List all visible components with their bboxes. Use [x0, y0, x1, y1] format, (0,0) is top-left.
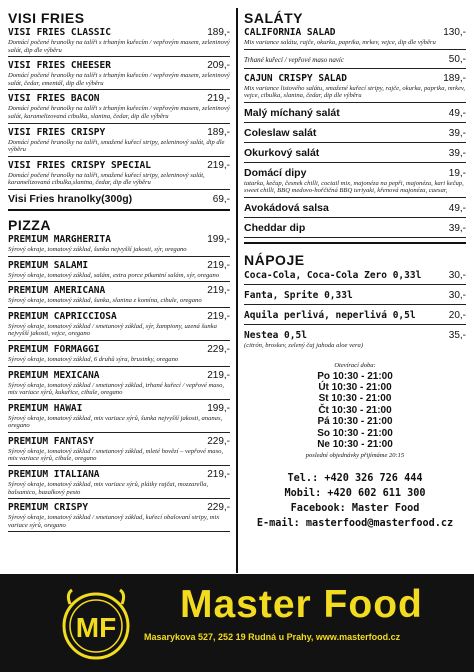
menu-item-row [8, 469, 230, 481]
item-divider [244, 142, 466, 143]
menu-item-row [8, 27, 230, 39]
menu-item-description: Sýrový okraje, tomatový základ, salám, extra porce pikantní salám, sýr, oregano [8, 271, 220, 279]
address-line: Masarykova 527, 252 19 Rudná u Prahy, www.masterfood.cz [144, 632, 401, 642]
menu-item-row [8, 160, 230, 172]
menu-item [244, 27, 466, 50]
menu-item-description: Domácí počené hranolky na talíři s trhaným kuřecím / vepřovým masem, zeleninový salát, karamelizovaná cibulka, slanina, čedar, dip dle výběru [8, 105, 230, 120]
item-divider [8, 123, 230, 124]
menu-item [244, 107, 466, 123]
menu-item-name: VISI FRIES CHEESER [8, 60, 111, 72]
item-divider [244, 237, 466, 238]
menu-item-row [8, 344, 230, 356]
opening-hours-title: Otevírací doba: [334, 361, 376, 369]
menu-item-price: 219,- [207, 285, 230, 297]
menu-item-row [244, 330, 466, 342]
item-divider [8, 89, 230, 90]
menu-item-name: PREMIUM CRISPY [8, 502, 89, 514]
menu-item [244, 330, 466, 350]
menu-item-name: VISI FRIES CRISPY SPECIAL [8, 159, 151, 171]
menu-item [8, 311, 230, 341]
menu-item-description: Sýrový okraje, tomatový základ / smetanový základ, kuřecí obalovaní stripy, mix variace sýrů, oregano [8, 514, 220, 529]
menu-item [244, 310, 466, 325]
menu-item-price: 219,- [207, 469, 230, 481]
menu-item-description: Sýrový okraje, tomatový základ, mix variace sýrů, šunka nejvyšší jakosti, ananas, oregano [8, 414, 223, 430]
menu-item-description: Domácí počené hranolky na talíři, smažené kuřecí stripy, zeleninový salát, karamelizovaná cibulka,slanina, čedar, dip dle výběru [8, 171, 205, 187]
menu-item-price: 49,- [448, 107, 466, 119]
menu-item-description: Domácí počené hranolky na talíři s trhaným kuřecím / vepřovým masem, zeleninový salát, čedar, ementál, dip dle výběru [8, 72, 230, 87]
item-divider [244, 304, 466, 305]
item-divider [8, 156, 230, 157]
menu-item-name: Fanta, Sprite 0,33l [244, 289, 353, 301]
menu-item-description: tatarka, kečup, česnek chilli, coctail mix, majonéza na pepři, majonéza, kari kečup, sweet chilli, BBQ medovo-hořčičná BBQ teriyaki, křenová majonéza, caesar, [244, 179, 464, 195]
item-divider [244, 68, 466, 69]
menu-item-name: PREMIUM FORMAGGI [8, 343, 100, 355]
item-divider [244, 197, 466, 198]
menu-item-price: 189,- [443, 72, 466, 84]
section-heading-pizza: PIZZA [8, 216, 51, 233]
menu-item-description: Sýrový okraje, tomatový základ / smetanový základ, mleté hovězí – vepřové maso, mix variace sýrů, cibule, oregano [8, 447, 224, 463]
menu-item-name: Cheddar dip [244, 221, 306, 234]
menu-item-price: 199,- [207, 402, 230, 414]
email-link[interactable]: E-mail: masterfood@masterfood.cz [256, 518, 454, 530]
menu-item-description: Mix variance listového salátu, smažené kuřecí stripy, rajče, okurka, paprika, mrkev, vejce, cibulka, slanina, čedar, dip dle výběru [244, 84, 466, 100]
pizza-list [8, 234, 230, 533]
menu-item-name: Coca-Cola, Coca-Cola Zero 0,33l [244, 269, 422, 281]
menu-item-description: Sýrový okraje, tomatový základ / smetanový základ, sýr, žampiony, uzená šunka nejvyšší jakosti, vejce, oregano [8, 322, 217, 338]
menu-item-price: 35,- [448, 329, 466, 341]
menu-item [8, 60, 230, 90]
menu-item-row [244, 27, 466, 39]
menu-item-name: PREMIUM SALAMI [8, 259, 89, 271]
opening-hours-day: Čt 10:30 - 21:00 [318, 404, 392, 416]
menu-item-price: 199,- [207, 233, 230, 245]
drink-list [244, 270, 466, 350]
menu-item-price: 189,- [207, 27, 230, 38]
item-divider [8, 531, 230, 532]
section-heading-fries: VISI FRIES [8, 10, 85, 26]
menu-item-name: Okurkový salát [244, 146, 320, 159]
menu-item-row [8, 127, 230, 139]
menu-item [8, 370, 230, 400]
menu-item [244, 270, 466, 285]
facebook-link[interactable]: Facebook: Master Food [290, 503, 420, 515]
menu-item-name: Aquila perlivá, neperlivá 0,5l [244, 309, 416, 321]
menu-item-row [244, 167, 466, 180]
left-column [8, 0, 230, 532]
menu-item-row [244, 222, 466, 235]
item-divider [8, 256, 230, 257]
opening-hours-day: Pá 10:30 - 21:00 [317, 416, 393, 428]
menu-item [8, 260, 230, 283]
menu-item-description: Sýrový okraje, tomatový základ / smetanový základ, trhané kuřecí / vepřové maso, mix variace sýrů, kukuřice, cibule, oregano [8, 381, 225, 397]
menu-item-name: Domácí dipy [244, 166, 307, 179]
item-divider [244, 217, 466, 218]
item-divider [244, 102, 466, 103]
menu-item-row [8, 93, 230, 105]
menu-item [8, 160, 230, 190]
item-divider [8, 189, 230, 190]
menu-item-price: 219,- [207, 310, 230, 322]
menu-item-price: 39,- [448, 147, 466, 159]
menu-item [8, 93, 230, 123]
menu-item-description: (citrón, broskev, zelený čaj jahoda aloe vera) [244, 341, 364, 349]
menu-item-row [244, 290, 466, 302]
phone-mobil: Mobil: +420 602 611 300 [284, 488, 426, 500]
menu-item [244, 127, 466, 143]
item-divider [8, 498, 230, 499]
footer-banner [0, 574, 474, 672]
menu-item-row [8, 60, 230, 72]
brand-name: Master Food [180, 583, 423, 626]
menu-item-description: Sýrový okraje, tomatový základ, mix variace sýrů, plátky rajčat, mozzarella, balsamico, bazalkový pesto [8, 481, 209, 496]
menu-item-name: PREMIUM MEXICANA [8, 369, 100, 381]
menu-item-row [8, 502, 230, 514]
item-divider [8, 281, 230, 282]
opening-hours-day: St 10:30 - 21:00 [318, 393, 392, 405]
menu-item-price: 189,- [207, 126, 230, 138]
item-divider [8, 366, 230, 367]
menu-item-name: PREMIUM ITALIANA [8, 469, 100, 481]
menu-item-price: 229,- [207, 502, 230, 514]
menu-item [244, 167, 466, 198]
menu-item-price: 219,- [207, 159, 230, 171]
svg-text:MF: MF [75, 612, 117, 643]
menu-item [8, 502, 230, 532]
menu-item [8, 27, 230, 57]
opening-hours-day: Út 10:30 - 21:00 [318, 381, 392, 393]
section-heading-drinks: NÁPOJE [244, 251, 305, 268]
last-order-note: poslední objednávky přijímáme 20:15 [305, 452, 405, 460]
menu-item-name: CAJUN CRISPY SALAD [244, 72, 347, 84]
menu-item [244, 222, 466, 238]
item-divider [244, 324, 466, 325]
menu-item-description: Sýrový okraje, tomatový základ, šunka nejvyšší jakosti, sýr, oregano [8, 245, 187, 253]
menu-item-name: Visi Fries hranolky(300g) [8, 192, 133, 205]
menu-item-price: 19,- [448, 167, 466, 179]
section-heading-salads: SALÁTY [244, 10, 303, 26]
menu-item-name: PREMIUM AMERICANA [8, 285, 106, 297]
menu-item-name: Coleslaw salát [244, 126, 317, 139]
item-divider [8, 465, 230, 466]
item-divider [8, 340, 230, 341]
menu-item-description: Mix variance salátu, rajče, okurka, paprika, mrkev, vejce, dip dle výběru [244, 39, 436, 46]
menu-item [244, 54, 466, 69]
menu-item [8, 469, 230, 499]
menu-item [244, 73, 466, 103]
menu-item-name: Nestea 0,5l [244, 329, 307, 341]
menu-item-price: 219,- [207, 369, 230, 381]
menu-item-row [244, 202, 466, 215]
menu-item-row [8, 260, 230, 272]
menu-item [8, 436, 230, 466]
opening-hours-list [244, 371, 466, 451]
menu-item-name: Malý míchaný salát [244, 106, 340, 119]
menu-item-name: PREMIUM MARGHERITA [8, 233, 111, 245]
menu-item-price: 219,- [207, 259, 230, 271]
menu-item-price: 219,- [207, 93, 230, 105]
menu-item-price: 49,- [448, 202, 466, 214]
menu-item-row [8, 311, 230, 323]
menu-item-row [244, 147, 466, 160]
menu-item-row [8, 370, 230, 382]
menu-item [244, 290, 466, 305]
opening-hours-day: Po 10:30 - 21:00 [317, 370, 393, 382]
menu-item-price: 39,- [448, 127, 466, 139]
menu-item-name: PREMIUM FANTASY [8, 435, 94, 447]
menu-item-row [244, 73, 466, 85]
menu-item-description: Sýrový okraje, tomatový základ, 6 druhů sýra, brusinky, oregano [8, 355, 179, 363]
menu-item-price: 69,- [212, 193, 230, 205]
menu-item-description: Domácí počené hranolky na talíři s trhaným kuřecím / vepřovým masem, zeleninový salát, dip dle výběru [8, 39, 230, 54]
item-divider [8, 399, 230, 400]
menu-item-row [244, 270, 466, 282]
menu-item-name: PREMIUM CAPRICCIOSA [8, 310, 117, 322]
menu-item-row [8, 234, 230, 246]
menu-item-row [8, 285, 230, 297]
menu-item-name: VISI FRIES CLASSIC [8, 27, 111, 38]
menu-item [8, 344, 230, 367]
menu-item-price: 229,- [207, 343, 230, 355]
menu-item-row [8, 436, 230, 448]
menu-item [8, 127, 230, 157]
menu-item-price: 39,- [448, 222, 466, 234]
menu-item-price: 229,- [207, 435, 230, 447]
item-divider [244, 284, 466, 285]
item-divider [244, 162, 466, 163]
menu-item [8, 403, 230, 433]
menu-item [244, 147, 466, 163]
menu-item-row [244, 107, 466, 120]
menu-item [8, 285, 230, 308]
opening-hours-day: So 10:30 - 21:00 [317, 427, 393, 439]
menu-item-name: CALIFORNIA SALAD [244, 27, 336, 38]
menu-item-price: 20,- [448, 309, 466, 321]
fries-extra-item [8, 193, 230, 206]
menu-item-name: VISI FRIES CRISPY [8, 126, 106, 138]
menu-item-name: PREMIUM HAWAI [8, 402, 83, 414]
menu-item-price: 50,- [448, 53, 466, 65]
right-column [244, 0, 466, 531]
menu-item-price: 130,- [443, 27, 466, 38]
menu-item [244, 202, 466, 218]
item-divider [8, 432, 230, 433]
menu-item-name: Trhané kuřecí / vepřové maso navíc [244, 55, 344, 64]
menu-item-row [8, 403, 230, 415]
menu-item-price: 30,- [448, 269, 466, 281]
item-divider [244, 49, 466, 50]
opening-hours-day: Ne 10:30 - 21:00 [317, 439, 393, 450]
menu-item-price: 30,- [448, 289, 466, 301]
phone-tel: Tel.: +420 326 726 444 [287, 473, 423, 485]
salad-list [244, 27, 466, 238]
item-divider [8, 56, 230, 57]
menu-item-row [244, 310, 466, 322]
item-divider [244, 122, 466, 123]
menu-item-description: Domácí počené hranolky na talíři, smažené kuřecí stripy, zeleninový salát, dip dle výběru [8, 138, 225, 154]
master-food-logo [58, 584, 134, 662]
menu-item-name: VISI FRIES BACON [8, 93, 100, 105]
menu-item-row [244, 127, 466, 140]
menu-item-name: Avokádová salsa [244, 201, 329, 214]
item-divider [8, 307, 230, 308]
menu-item [8, 234, 230, 257]
fries-list [8, 27, 230, 190]
menu-item-row [244, 54, 466, 66]
column-divider [236, 8, 238, 573]
menu-item-description: Sýrový okraje, tomatový základ, šunka, slanina z komína, cibule, oregano [8, 297, 202, 305]
menu-item-price: 209,- [207, 60, 230, 72]
